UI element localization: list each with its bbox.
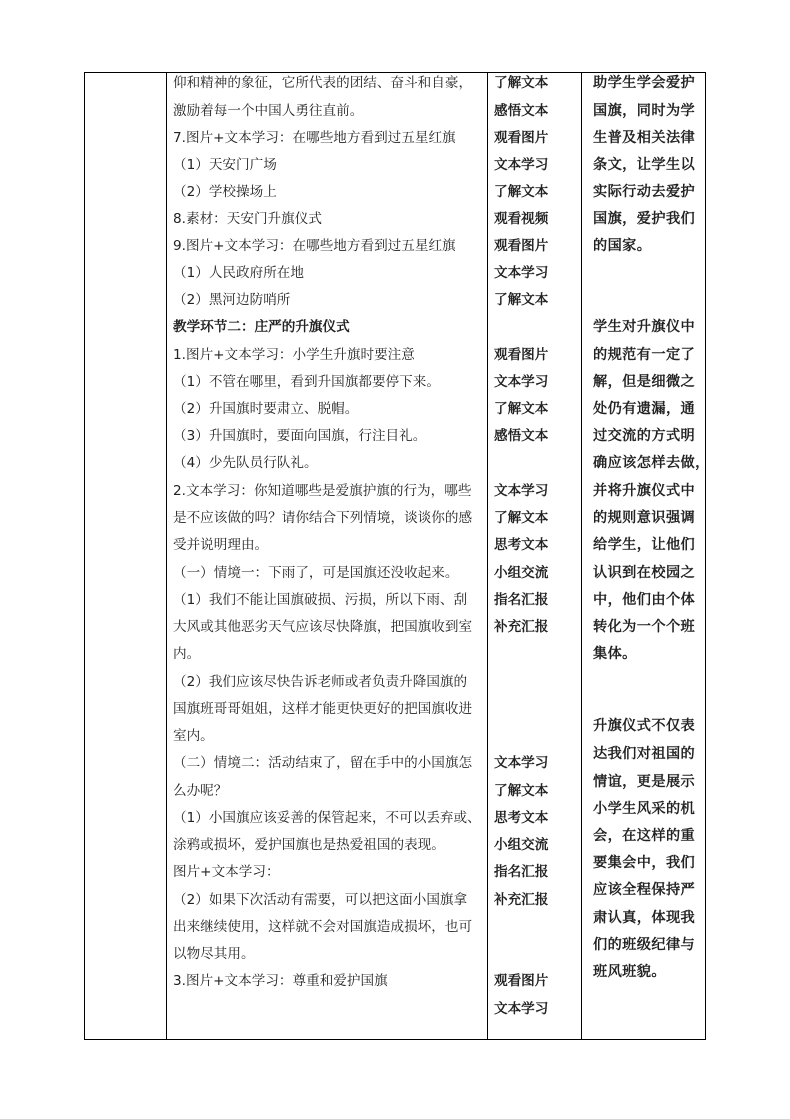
activity-line: 观看图片 bbox=[494, 238, 549, 254]
intent-line: 给学生，让他们 bbox=[593, 537, 696, 553]
intent-line: 的国家。 bbox=[593, 238, 652, 254]
intent-line: 要集会中，我们 bbox=[593, 855, 696, 871]
content-line: 3.图片+文本学习：尊重和爱护国旗 bbox=[173, 973, 388, 989]
intent-line: 的规则意识强调 bbox=[593, 510, 696, 526]
activity-line: 了解文本 bbox=[494, 783, 549, 799]
intent-line: 国旗，同时为学 bbox=[593, 103, 696, 119]
content-line: 么办呢？ bbox=[173, 783, 228, 799]
intent-line: 班风班貌。 bbox=[593, 964, 666, 980]
activity-line: 文本学习 bbox=[494, 157, 549, 173]
activity-line: 文本学习 bbox=[494, 755, 549, 771]
content-line: 国旗班哥哥姐姐，这样才能更快更好的把国旗收进 bbox=[173, 701, 473, 717]
intent-line: 解，但是细微之 bbox=[593, 374, 696, 390]
content-line: 室内。 bbox=[173, 728, 214, 744]
activity-line: 观看视频 bbox=[494, 211, 549, 227]
intent-line: 实际行动去爱护 bbox=[593, 184, 696, 200]
content-line: 激励着每一个中国人勇往直前。 bbox=[173, 103, 364, 119]
content-line: （4）少先队员行队礼。 bbox=[173, 455, 318, 471]
content-line: （2）黑河边防哨所 bbox=[173, 292, 291, 308]
activity-line: 思考文本 bbox=[494, 810, 549, 826]
content-line: 2.文本学习：你知道哪些是爱旗护旗的行为，哪些 bbox=[173, 483, 472, 499]
activity-line: 思考文本 bbox=[494, 537, 549, 553]
intent-line: 并将升旗仪式中 bbox=[593, 483, 696, 499]
intent-line: 的规范有一定了 bbox=[593, 347, 696, 363]
content-line: 9.图片+文本学习：在哪些地方看到过五星红旗 bbox=[173, 238, 456, 254]
intent-line: 过交流的方式明 bbox=[593, 428, 696, 444]
content-line: （3）升国旗时，要面向国旗，行注目礼。 bbox=[173, 428, 427, 444]
intent-line: 处仍有遗漏，通 bbox=[593, 401, 696, 417]
content-line: 出来继续使用，这样就不会对国旗造成损坏，也可 bbox=[173, 919, 473, 935]
content-line: （1）小国旗应该妥善的保管起来，不可以丢弃或、 bbox=[173, 810, 481, 826]
activity-line: 了解文本 bbox=[494, 510, 549, 526]
content-line: 7.图片+文本学习：在哪些地方看到过五星红旗 bbox=[173, 130, 456, 146]
column-divider bbox=[581, 73, 582, 1039]
activity-line: 文本学习 bbox=[494, 374, 549, 390]
intent-line: 肃认真，体现我 bbox=[593, 910, 696, 926]
content-line: （1）我们不能让国旗破损、污损，所以下雨、刮 bbox=[173, 592, 468, 608]
intent-line: 认识到在校园之 bbox=[593, 565, 696, 581]
activity-line: 感悟文本 bbox=[494, 103, 549, 119]
content-line: （2）升国旗时要肃立、脱帽。 bbox=[173, 401, 359, 417]
activity-line: 文本学习 bbox=[494, 483, 549, 499]
activity-line: 指名汇报 bbox=[494, 592, 549, 608]
intent-line: 集体。 bbox=[593, 646, 637, 662]
content-line: （1）不管在哪里，看到升国旗都要停下来。 bbox=[173, 374, 440, 390]
content-line: （二）情境二：活动结束了，留在手中的小国旗怎 bbox=[173, 755, 473, 771]
content-line: 受并说明理由。 bbox=[173, 537, 269, 553]
content-line: 1.图片+文本学习：小学生升旗时要注意 bbox=[173, 347, 415, 363]
activity-line: 感悟文本 bbox=[494, 428, 549, 444]
intent-line: 情谊，更是展示 bbox=[593, 774, 696, 790]
activity-line: 补充汇报 bbox=[494, 892, 549, 908]
content-line: （2）我们应该尽快告诉老师或者负责升降国旗的 bbox=[173, 674, 468, 690]
content-line: 教学环节二：庄严的升旗仪式 bbox=[173, 319, 350, 335]
content-line: （1）人民政府所在地 bbox=[173, 265, 304, 281]
activity-line: 了解文本 bbox=[494, 292, 549, 308]
activity-line: 小组交流 bbox=[494, 565, 549, 581]
content-line: （2）如果下次活动有需要，可以把这面小国旗拿 bbox=[173, 892, 468, 908]
activity-line: 小组交流 bbox=[494, 837, 549, 853]
content-line: 内。 bbox=[173, 646, 201, 662]
content-line: 涂鸦或损坏，爱护国旗也是热爱祖国的表现。 bbox=[173, 837, 445, 853]
intent-line: 国旗，爱护我们 bbox=[593, 211, 696, 227]
intent-line: 们的班级纪律与 bbox=[593, 937, 696, 953]
activity-line: 补充汇报 bbox=[494, 619, 549, 635]
intent-line: 转化为一个个班 bbox=[593, 619, 696, 635]
activity-line: 了解文本 bbox=[494, 75, 549, 91]
intent-line: 升旗仪式不仅表 bbox=[593, 718, 696, 734]
activity-line: 观看图片 bbox=[494, 130, 549, 146]
column-divider bbox=[487, 73, 488, 1039]
activity-line: 观看图片 bbox=[494, 347, 549, 363]
intent-line: 确应该怎样去做， bbox=[593, 455, 710, 471]
content-line: 仰和精神的象征，它所代表的团结、奋斗和自豪， bbox=[173, 75, 473, 91]
content-line: 大风或其他恶劣天气应该尽快降旗，把国旗收到室 bbox=[173, 619, 473, 635]
intent-line: 助学生学会爱护 bbox=[593, 75, 696, 91]
activity-line: 了解文本 bbox=[494, 401, 549, 417]
activity-line: 了解文本 bbox=[494, 184, 549, 200]
content-line: 8.素材：天安门升旗仪式 bbox=[173, 211, 322, 227]
activity-line: 观看图片 bbox=[494, 973, 549, 989]
intent-line: 达我们对祖国的 bbox=[593, 746, 696, 762]
column-divider bbox=[166, 73, 167, 1039]
intent-line: 会，在这样的重 bbox=[593, 828, 696, 844]
content-line: （2）学校操场上 bbox=[173, 184, 277, 200]
content-line: 以物尽其用。 bbox=[173, 946, 255, 962]
intent-line: 中，他们由个体 bbox=[593, 592, 696, 608]
content-line: （一）情境一：下雨了，可是国旗还没收起来。 bbox=[173, 565, 459, 581]
intent-line: 小学生风采的机 bbox=[593, 801, 696, 817]
intent-line: 学生对升旗仪中 bbox=[593, 319, 696, 335]
activity-line: 文本学习 bbox=[494, 265, 549, 281]
content-line: 图片+文本学习： bbox=[173, 864, 280, 880]
intent-line: 条文，让学生以 bbox=[593, 157, 696, 173]
content-line: 是不应该做的吗？请你结合下列情境，谈谈你的感 bbox=[173, 510, 473, 526]
activity-line: 指名汇报 bbox=[494, 864, 549, 880]
activity-line: 文本学习 bbox=[494, 1001, 549, 1017]
intent-line: 应该全程保持严 bbox=[593, 882, 696, 898]
intent-line: 生普及相关法律 bbox=[593, 130, 696, 146]
content-line: （1）天安门广场 bbox=[173, 157, 277, 173]
